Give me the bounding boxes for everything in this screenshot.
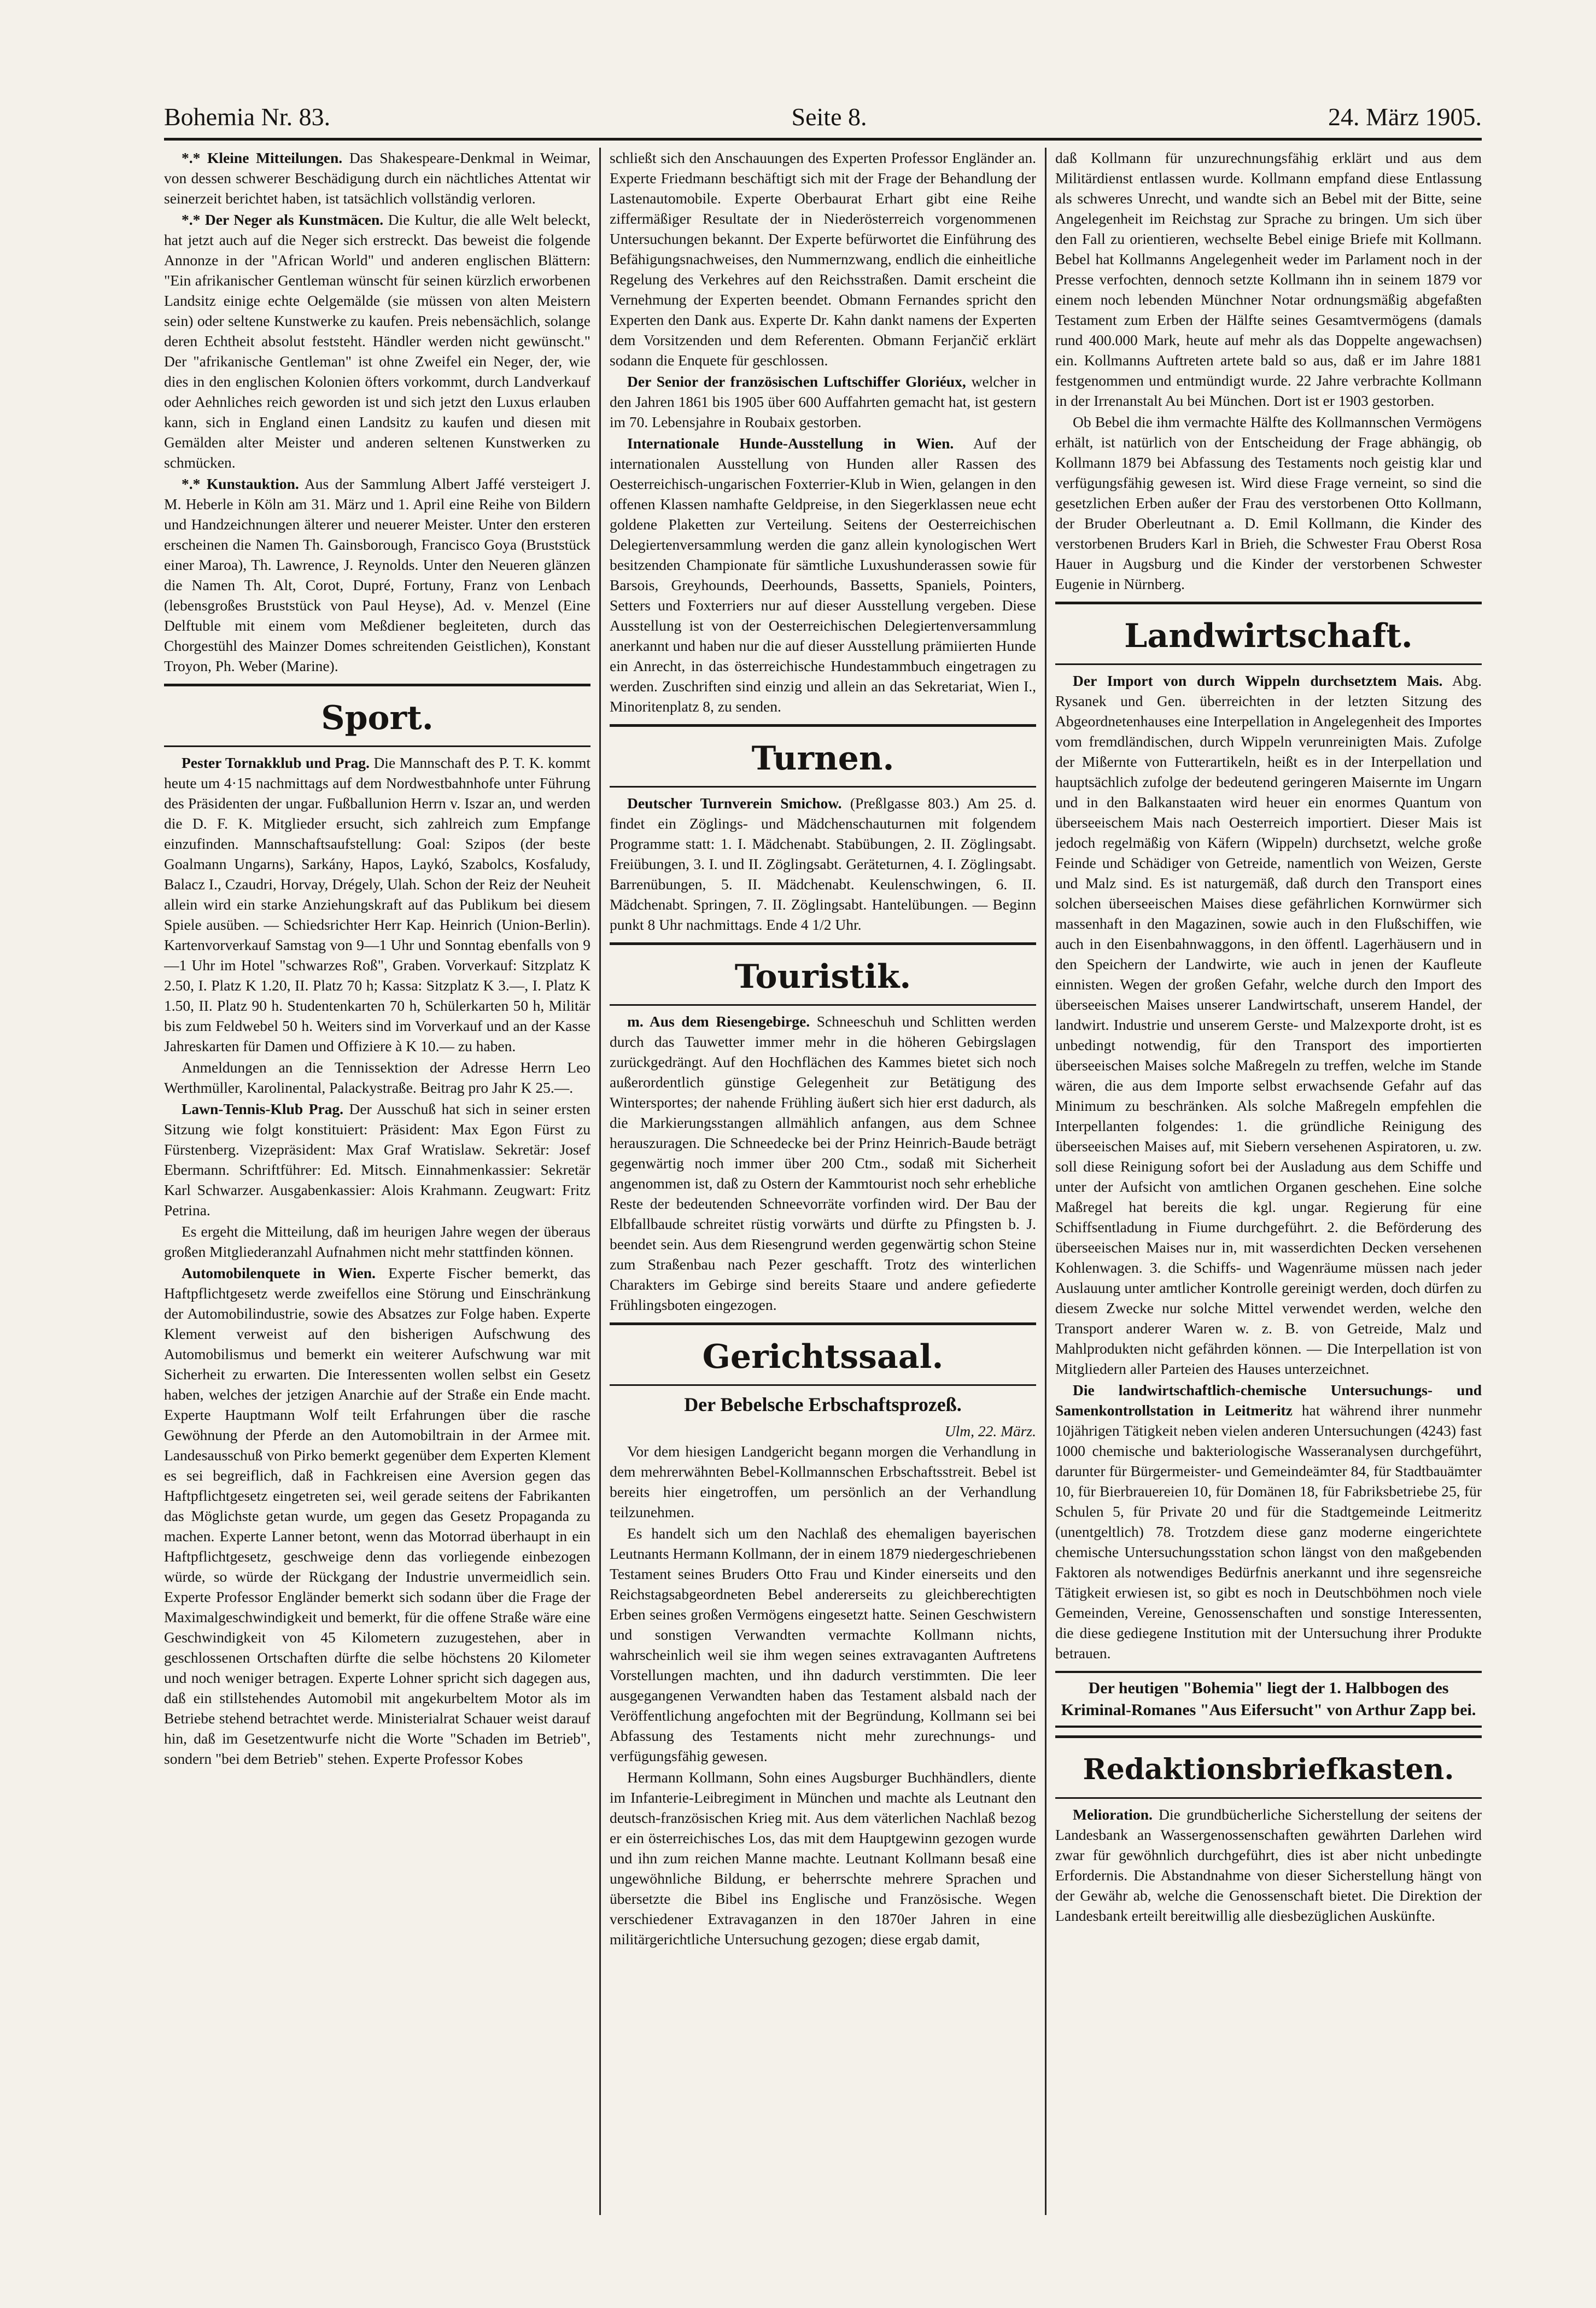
article-paragraph: Es handelt sich um den Nachlaß des ehemaligen bayerischen Leutnants Hermann Kollmann, der in einem 1879 niedergeschriebenen Testament seines Bruders Otto Frau und Kinder einerseits und den Reichstagsabgeordneten Bebel andererseits zu gleichberechtigten Erben seines großen Vermögens eingesetzt hatte. Seinen Geschwistern und sonstigen Verwandten vermachte Kollmann nichts, wahrscheinlich weil sie ihm wegen seines extravaganten Auftretens Vorstellungen machten, und ihn dadurch verstimmten. Die leer ausgegangenen Verwandten haben das Testament alsbald nach der Veröffentlichung angefochten mit der Begründung, Kollmann sei bei Abfassung des Testaments nicht mehr zurechnungs- und verfügungsfähig gewesen. [610, 1525, 1036, 1764]
article-paragraph: Ob Bebel die ihm vermachte Hälfte des Kollmannschen Vermögens erhält, ist natürlich von der Entscheidung der Frage abhängig, ob Kollmann 1879 bei Abfassung des Testaments noch geistig klar und verfügungsfähig gewesen ist. Wird diese Frage verneint, so sind die gesetzlichen Erben außer der Frau des verstorbenen Otto Kollmann, der Bruder Oberleutnant a. D. Emil Kollmann, die Kinder des verstorbenen Bruders Karl in Brieh, die Schwester Frau Oberst Rosa Hauer in Augsburg und die Kinder der verstorbenen Schwester Eugenie in Nürnberg. [1055, 413, 1482, 592]
article-heading: Der Import von durch Wippeln durchsetztem Mais. [1073, 672, 1443, 689]
header-issue: Bohemia Nr. 83. [164, 103, 331, 131]
column-1 [164, 148, 591, 2215]
section-redaktionsbriefkasten [1055, 1735, 1482, 1799]
section-landwirtschaft [1055, 602, 1482, 665]
article-heading: Die landwirtschaftlich-chemische Untersuchungs- und Samenkontrollstation in Leitmeritz [1055, 1382, 1482, 1419]
header-page-number: Seite 8. [791, 103, 867, 131]
article-luftschiffer [610, 371, 1036, 432]
article-heading: Internationale Hunde-Ausstellung in Wien. [627, 435, 954, 452]
article-subtitle: Der Bebelsche Erbschaftsprozeß. [684, 1394, 962, 1415]
column-3 [1055, 148, 1482, 2215]
article-heading: *.* Der Neger als Kunstmäcen. [182, 211, 384, 228]
column-divider [599, 148, 601, 2215]
header-date: 24. März 1905. [1328, 103, 1482, 131]
section-title: Redaktionsbriefkasten. [1083, 1753, 1454, 1786]
article-kunstauktion [164, 474, 591, 676]
section-title: Touristik. [734, 958, 911, 996]
article-text: Die grundbücherliche Sicherstellung der seitens der Landesbank an Wassergenossenschaften gewährten Darlehen wird zwar für gewöhnlich durchgeführt, dies ist aber nicht unbedingte Erfordernis. Die Abstandnahme von dieser Sicherstellung hängt von der Gewähr ab, welche die Genossenschaft bietet. Die Direktion der Landesbank erteilt bereitwillig alle diesbezüglichen Auskünfte. [1055, 1806, 1482, 1924]
article-text: hat während ihrer nunmehr 10jährigen Tätigkeit neben vielen anderen Untersuchungen (4243) fast 1000 chemische und bakteriologische Wasseranalysen durchgeführt, darunter für Bürgermeister- und Gemeindeämter 84, für Stadtbauämter 10, für Bierbrauereien 10, für Domänen 18, für Fabriksbetriebe 25, für Schulen 5, für Private 20 und für die Stadtgemeinde Leitmeritz (unentgeltlich) 78. Trotzdem diese ganz moderne eingerichtete chemische Untersuchungsstation schon längst von den maßgebenden Faktoren als notwendiges Bedürfnis anerkannt und ihre segensreiche Tätigkeit erwiesen ist, so gibt es noch in Deutschböhmen noch viele Gemeinden, Vereine, Genossenschaften und sonstige Interessenten, die diese gediegene Institution mit der Untersuchung ihrer Produkte betrauen. [1055, 1402, 1482, 1662]
column-2 [610, 148, 1036, 2215]
article-automobil-cont: schließt sich den Anschauungen des Experten Professor Engländer an. Experte Friedmann beschäftigt sich mit der Frage der Behandlung der Lastenautomobile. Experte Oberbaurat Erhart gibt eine Reihe ziffermäßiger Resultate der in Niederösterreich vorgenommenen Untersuchungen bekannt. Der Experte befürwortet die Einführung des Befähigungsnachweises, den Nummernzwang, endlich die einheitliche Regelung des Verkehres auf den Reichsstraßen. Damit erscheint die Vernehmung der Experten beendet. Obmann Fernandes spricht den Experten den Dank aus. Experte Dr. Kahn dankt namens der Experten dem Vorsitzenden und dem Referenten. Obmann Ferjančič erklärt sodann die Enquete für geschlossen. [610, 149, 1036, 369]
article-dateline: Ulm, 22. März. [944, 1423, 1036, 1439]
article-tornak [164, 753, 591, 1056]
newspaper-page [164, 88, 1482, 2220]
section-title: Sport. [321, 699, 434, 737]
article-text: Auf der internationalen Ausstellung von Hunden aller Rassen des Oesterreichisch-ungarischen Foxterrier-Klub in Wien, gelangen in den offenen Klassen namhafte Geldpreise, in den Siegerklassen neue echt goldene Plaketten zur Verteilung. Seitens der Oesterreichischen Delegiertenversammlung werden die ganz allein kynologischen Wert besitzenden Championate für sämtliche Luxushunderassen sowie für Barsois, Greyhounds, Deerhounds, Bassetts, Spaniels, Pointers, Setters und Foxterriers nur auf dieser Ausstellung vergeben. Diese Ausstellung ist von der Oesterreichischen Delegiertenversammlung anerkannt und haben nur die auf dieser Ausstellung prämiierten Hunde ein Anrecht, in das österreichische Hundestammbuch eingetragen zu werden. Zuschriften sind einzig und allein an das Sekretariat, Wien I., Minoritenplatz 8, zu senden. [610, 435, 1036, 715]
article-paragraph: Hermann Kollmann, Sohn eines Augsburger Buchhändlers, diente im Infanterie-Leibregiment in München und machte als Leutnant den deutsch-französischen Krieg mit. Aus dem väterlichen Nachlaß bezog er ein österreichisches Los, das mit dem Hauptgewinn gezogen wurde und ihn zum reichen Manne machte. Leutnant Kollmann besaß eine ungewöhnliche Bildung, er beherrschte mehrere Sprachen und übersetzte die Bibel ins Englische und Französische. Wegen verschiedener Extravaganzen in den 1870er Jahren in eine militärgerichtliche Untersuchung gezogen; diese ergab damit, [610, 1769, 1036, 1948]
article-tennis-anmeldung: Anmeldungen an die Tennissektion der Adresse Herrn Leo Werthmüller, Karolinental, Palackystraße. Beitrag pro Jahr K 25.—. [164, 1059, 591, 1096]
article-neger [164, 209, 591, 473]
column-divider [1045, 148, 1047, 2215]
article-melioration [1055, 1804, 1482, 1926]
article-lawn-tennis [164, 1099, 591, 1220]
article-paragraph: Vor dem hiesigen Landgericht begann morgen die Verhandlung in dem mehrerwähnten Bebel-Kollmannschen Erbschaftsstreit. Bebel ist bereits hier eingetroffen, um persönlich an der Verhandlung teilzunehmen. [610, 1443, 1036, 1520]
page-header [164, 88, 1482, 131]
article-kleine [164, 148, 591, 208]
section-sport [164, 684, 591, 747]
section-gerichtssaal [610, 1322, 1036, 1386]
section-title: Landwirtschaft. [1124, 617, 1413, 655]
article-text: Die Kultur, die alle Welt beleckt, hat jetzt auch auf die Neger sich erstreckt. Das beweist die folgende Annonze in der "African World" und anderen englischen Blättern: "Ein afrikanischer Gentleman wünscht für seinen kürzlich erworbenen Landsitz einige echte Oelgemälde (sie müssen von alten Meistern sein) oder seltene Kunstwerke zu kaufen. Preis nebensächlich, solange deren Echtheit absolut feststeht. Händler werden nicht gewünscht." Der "afrikanische Gentleman" ist ohne Zweifel ein Neger, der, wie dies in den englischen Kolonien öfters vorkommt, durch Landverkauf oder Aehnliches reich geworden ist und sich jetzt den Luxus erlauben kann, sich in England einen Landsitz zu kaufen und diesen mit Gemälden alter Meister und anderen seltenen Kunstwerken zu schmücken. [164, 211, 591, 471]
section-title: Gerichtssaal. [702, 1338, 944, 1376]
article-riesengebirge [610, 1011, 1036, 1315]
article-text: welcher in den Jahren 1861 bis 1905 über 600 Auffahrten gemacht hat, ist gestern im 70. Lebensjahre in Roubaix gestorben. [610, 373, 1036, 430]
article-mais-import [1055, 671, 1482, 1379]
article-heading: Der Senior der französischen Luftschiffer Gloriéux, [627, 373, 966, 390]
article-lawn-tennis-2: Es ergeht die Mitteilung, daß im heurigen Jahre wegen der überaus großen Mitgliederanzahl Aufnahmen nicht mehr stattfinden können. [164, 1223, 591, 1260]
article-hunde [610, 433, 1036, 716]
section-touristik [610, 942, 1036, 1006]
article-paragraph: daß Kollmann für unzurechnungsfähig erklärt und aus dem Militärdienst entlassen wurde. Kollmann empfand diese Entlassung als schweres Unrecht, und wandte sich an Bebel mit der Bitte, seine Angelegenheit im Reichstag zur Sprache zu bringen. Um sich über den Fall zu orientieren, wechselte Bebel einige Briefe mit Kollmann. Bebel hat Kollmanns Angelegenheit weder im Parlament noch in der Presse verfochten, dennoch setzte Kollmann ihn in seinem 1879 vor einem noch lebenden Münchner Notar ordnungsmäßig abgefaßten Testament zum Erben der Hälfte seines Gesamtvermögens (damals rund 400.000 Mark, heute auf mehr als das Doppelte angewachsen) ein. Kollmanns Auftreten artete bald so aus, daß er im Jahre 1881 festgenommen und entmündigt wurde. 22 Jahre verbrachte Kollmann in der Irrenanstalt Au bei München. Dort ist er 1903 gestorben. [1055, 149, 1482, 409]
article-turnverein [610, 793, 1036, 935]
supplement-notice: Der heutigen "Bohemia" liegt der 1. Halbbogen des Kriminal-Romanes "Aus Eifersucht" von Arthur Zapp bei. [1055, 1671, 1482, 1728]
article-automobil [164, 1263, 591, 1769]
section-title: Turnen. [751, 739, 895, 778]
header-rule [164, 138, 1482, 141]
article-text: Schneeschuh und Schlitten werden durch das Tauwetter immer mehr in die höheren Gebirgslagen zurückgedrängt. Auf den Hochflächen des Kammes bietet sich noch außerordentlich günstige Gelegenheit zur Betätigung des Wintersportes; der nahende Frühling äußert sich hier erst dadurch, als die Markierungsstangen allmählich anfangen, aus dem Schnee herauszuragen. Die Schneedecke bei der Prinz Heinrich-Baude beträgt gegenwärtig noch immer über 200 Ctm., sodaß mit Sicherheit angenommen ist, daß zu Ostern der Kammtourist noch sehr erhebliche Reste der bedeutenden Schneevorräte vorfinden wird. Der Bau der Elbfallbaude schreitet rüstig vorwärts und dürfte zu Pfingsten b. J. beendet sein. Aus dem Riesengrund werden gegenwärtig schon Steine zum Straßenbau nach Pezer geschafft. Trotz des winterlichen Charakters im Gebirge sind bereits Staare und andere gefiederte Frühlingsboten eingezogen. [610, 1013, 1036, 1313]
article-text: Aus der Sammlung Albert Jaffé versteigert J. M. Heberle in Köln am 31. März und 1. April eine Reihe von Bildern und Handzeichnungen älterer und neuerer Meister. Unter den ersteren erscheinen die Namen Th. Gainsborough, Francisco Goya (Bruststück einer Maroa), Th. Lawrence, J. Reynolds. Unter den Neueren glänzen die Namen Th. Alt, Corot, Dupré, Fortuny, Franz von Lenbach (lebensgroßes Bruststück von Paul Heyse), Ad. v. Menzel (Eine Delftuble mit einem vom Meßdiener begleiteten, durch das Chorgestühl des Mainzer Domes schreitenden Geistlichen), Konstant Troyon, Ph. Weber (Marine). [164, 475, 591, 674]
article-heading: *.* Kunstauktion. [182, 475, 299, 492]
article-heading: Melioration. [1073, 1806, 1153, 1823]
article-heading: Lawn-Tennis-Klub Prag. [182, 1100, 343, 1117]
article-heading: *.* Kleine Mitteilungen. [182, 149, 343, 166]
article-heading: Deutscher Turnverein Smichow. [627, 795, 842, 812]
article-text: Der Ausschuß hat sich in seiner ersten Sitzung wie folgt konstituiert: Präsident: Max Egon Fürst zu Fürstenberg. Vizepräsident: Max Graf Wratislaw. Sekretär: Josef Ebermann. Schriftführer: Ed. Mitsch. Einnahmenkassier: Sekretär Karl Schwarzer. Ausgabenkassier: Alois Krahmann. Zeugwart: Fritz Petrina. [164, 1100, 591, 1219]
article-text: Abg. Rysanek und Gen. überreichten in der letzten Sitzung des Abgeordnetenhauses eine Interpellation in Angelegenheit des Importes vom fremdländischen, durch Wippeln verunreinigten Mais. Zufolge der Mißernte von Futterartikeln, heißt es in der Interpellation und hauptsächlich zufolge der bedeutend geringeren Maisernte im Ungarn und in den Balkanstaaten wird heuer ein enormes Quantum von überseeischem Mais nach Oesterreich importiert. Dieser Mais ist jedoch regelmäßig von Käfern (Wippeln) durchsetzt, welche große Feinde und Schädiger von Getreide, namentlich von Weizen, Gerste und Malz sind. Es ist naturgemäß, daß durch den Transport eines solchen überseeischen Maises diese gefährlichen Kornwürmer sich massenhaft in den Magazinen, sowie auch in den Flußschiffen, wie auch in den Eisenbahnwaggons, in den öffentl. Lagerhäusern und in den Speichern der Landwirte, wie auch in jenen der Kaufleute einnisten. Wegen der großen Gefahr, welche durch den Import des überseeischen Maises unserer Landwirtschaft, unserem Handel, der landwirt. Industrie und unserem Gerste- und Malzexporte droht, ist es unbedingt notwendig, für den Transport des importierten überseeischen Maises solche Maßregeln zu treffen, welche im Stande wären, die aus dem Importe selbst erwachsende Gefahr auf das Minimum zu beschränken. Als solche Maßregeln empfehlen die Interpellanten folgendes: 1. die gründliche Reinigung des überseeischen Maises auf, mit Siebern versehenen Aspiratoren, u. zw. soll diese Reinigung sofort bei der Ausladung aus dem Schiffe und unter der Aufsicht von amtlichen Organen geschehen. Eine solche Maßregel hat bereits die kgl. ungar. Regierung für eine Schiffsentladung in Fiume durchgeführt. 2. die Beförderung des überseeischen Maises nur in, mit wasserdichten Decken versehenen Kohlenwagen. 3. die Schiffs- und Wagenräume müssen nach jeder Auslauung unter amtlicher Kontrolle gereinigt werden, doch dürfen zu diesem Zwecke nur solche Mittel verwendet werden, welche den Transport anderer Waren w. z. B. von Getreide, Malz und Mahlprodukten nicht gefährden können. — Die Interpellation ist von Mitgliedern aller Parteien des Hauses unterzeichnet. [1055, 672, 1482, 1377]
article-kontrollstation [1055, 1380, 1482, 1663]
article-text: Die Mannschaft des P. T. K. kommt heute um 4·15 nachmittags auf dem Nordwestbahnhofe unter Führung des Präsidenten der ungar. Fußballunion Herrn v. Iszar an, und werden die D. F. K. Mitglieder ersucht, sich zahlreich zum Empfange einzufinden. Mannschaftsaufstellung: Goal: Szipos (der beste Goalmann Ungarns), Sarkány, Hapos, Laykó, Szabolcs, Kosfaludy, Balacz I., Czaudri, Horvay, Drégely, Ulah. Schon der Reiz der Neuheit allein wird ein starke Anziehungskraft auf das Publikum bei diesem Spiele ausüben. — Schiedsrichter Herr Kap. Heinrich (Union-Berlin). Kartenvorverkauf Samstag von 9—1 Uhr und Sonntag ebenfalls von 9—1 Uhr im Hotel "schwarzes Roß", Graben. Vorverkauf: Sitzplatz K 2.50, I. Platz K 1.20, II. Platz 70 h; Kassa: Sitzplatz K 3.—, I. Platz K 1.50, II. Platz 90 h. Studentenkarten 70 h, Schülerkarten 50 h, Militär bis zum Feldwebel 50 h. Weiters sind im Vorverkauf und an der Kasse Jahreskarten für Damen und Offiziere à K 10.— zu haben. [164, 754, 591, 1054]
article-heading: m. Aus dem Riesengebirge. [627, 1013, 810, 1030]
article-heading: Pester Tornakklub und Prag. [182, 754, 370, 771]
section-turnen [610, 724, 1036, 788]
article-heading: Automobilenquete in Wien. [182, 1264, 376, 1281]
article-text: Experte Fischer bemerkt, das Haftpflichtgesetz werde zweifellos eine Störung und Einschränkung der Automobilindustrie, sowie des Absatzes zur Folge haben. Experte Klement verweist auf den bisherigen Aufschwung des Automobilismus und bemerkt ein weiterer Aufschwung war mit Sicherheit zu erwarten. Die Interessenten wollen selbst ein Gesetz haben, welches der jetzigen Anarchie auf der Straße ein Ende macht. Experte Hauptmann Wolf teilt Erfahrungen über die rasche Gewöhnung der Pferde an den Automobiltrain in der Armee mit. Landesausschuß von Pirko bemerkt gegenüber dem Experten Klement es sei begreiflich, daß in Fachkreisen eine Aversion gegen das Haftpflichtgesetz eingetreten sei, weil gerade seitens der Fabrikanten das Möglichste getan wurde, um gegen das Gesetz Propaganda zu machen. Experte Lanner betont, wenn das Motorrad überhaupt in ein Haftpflichtgesetz, geschweige denn das vorliegende einbezogen würde, so würde der Rückgang der Industrie unvermeidlich sein. Experte Professor Engländer bemerkt sich sodann über die Frage der Maximalgeschwindigkeit und bemerkt, für die offene Straße wäre eine Geschwindigkeit von 45 Kilometern zuzugestehen, aber in geschlossenen Ortschaften dürfte die selbe höchstens 20 Kilometer und noch weniger betragen. Experte Lohner spricht sich dagegen aus, daß ein stillstehendes Automobil mit angekurbeltem Motor als im Betriebe stehend betrachtet werde. Ministerialrat Schauer weist darauf hin, daß im Gesetzentwurfe nicht die Worte "Schaden im Betrieb", sondern "bei dem Betrieb" stehen. Experte Professor Kobes [164, 1264, 591, 1767]
article-text: Das Shakespeare-Denkmal in Weimar, von dessen schwerer Beschädigung durch ein nächtliches Attentat wir seinerzeit berichtet haben, ist tatsächlich vollständig verloren. [164, 149, 591, 207]
article-text: (Preßlgasse 803.) Am 25. d. findet ein Zöglings- und Mädchenschauturnen mit folgendem Programme statt: 1. I. Mädchenabt. Stabübungen, 2. II. Zöglingsabt. Freiübungen, 3. I. und II. Zöglingsabt. Geräteturnen, 4. I. Zöglingsabt. Barrenübungen, 5. II. Mädchenabt. Keulenschwingen, 6. II. Mädchenabt. Springen, 7. II. Zöglingsabt. Hantelübungen. — Beginn punkt 8 Uhr nachmittags. Ende 4 1/2 Uhr. [610, 795, 1036, 933]
